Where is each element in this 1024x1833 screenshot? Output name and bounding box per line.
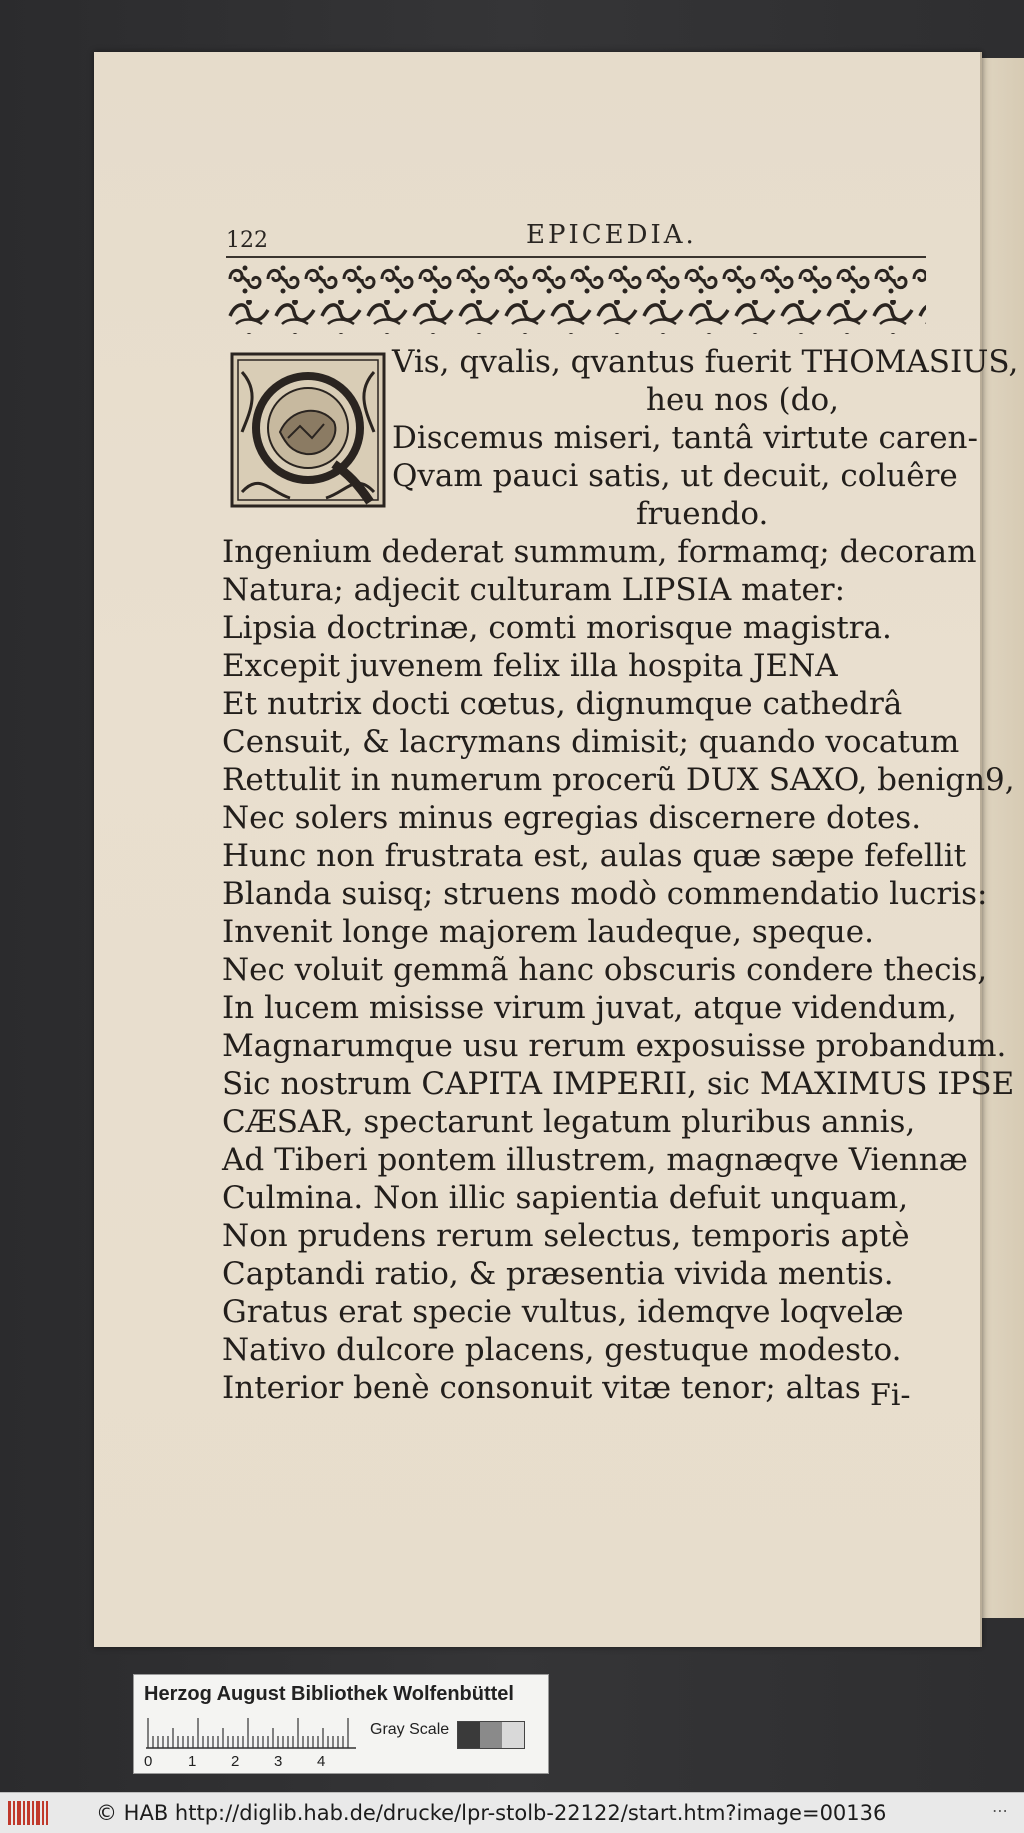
text-line: CÆSAR, spectarunt legatum pluribus annis, xyxy=(222,1104,916,1140)
ornamental-border-band xyxy=(226,262,926,336)
text-line: Non prudens rerum selectus, temporis aptè xyxy=(222,1218,910,1254)
page-number: 122 xyxy=(226,228,268,253)
text-line: Nec voluit gemmã hanc obscuris condere thecis, xyxy=(222,952,988,988)
text-line: Qvam pauci satis, ut decuit, coluêre xyxy=(392,458,958,494)
text-line: Culmina. Non illic sapientia defuit unquam, xyxy=(222,1180,909,1216)
barcode-icon xyxy=(8,1801,48,1825)
text-line: Ad Tiberi pontem illustrem, magnæqve Viennæ xyxy=(222,1142,968,1178)
text-line: Discemus miseri, tantâ virtute caren- xyxy=(392,420,978,456)
text-line: Blanda suisq; struens modò commendatio lucris: xyxy=(222,876,988,912)
text-line: Captandi ratio, & præsentia vivida mentis. xyxy=(222,1256,894,1292)
ruler-number: 0 xyxy=(144,1753,153,1770)
status-bar xyxy=(0,1792,1024,1833)
source-url-text[interactable]: © HAB http://diglib.hab.de/drucke/lpr-stolb-22122/start.htm?image=00136 xyxy=(96,1801,887,1825)
gray-swatch xyxy=(480,1722,502,1748)
text-line: Natura; adjecit culturam LIPSIA mater: xyxy=(222,572,846,608)
gray-swatch xyxy=(502,1722,524,1748)
text-line: Ingenium dederat summum, formamq; decoram xyxy=(222,534,977,570)
text-line: In lucem misisse virum juvat, atque videndum, xyxy=(222,990,957,1026)
text-line: Magnarumque usu rerum exposuisse probandum. xyxy=(222,1028,1007,1064)
page-header xyxy=(226,220,926,260)
ruler-number: 4 xyxy=(317,1753,326,1770)
ruler-scale xyxy=(146,1715,356,1749)
running-title: EPICEDIA. xyxy=(526,220,697,250)
ruler-number: 1 xyxy=(188,1753,197,1770)
text-line: heu nos (do, xyxy=(646,382,839,418)
more-options-icon[interactable]: ⋯ xyxy=(992,1801,1009,1820)
text-line: fruendo. xyxy=(636,496,769,532)
text-line: Excepit juvenem felix illa hospita JENA xyxy=(222,648,838,684)
text-line: Nativo dulcore placens, gestuque modesto. xyxy=(222,1332,902,1368)
gray-swatch xyxy=(458,1722,480,1748)
text-line: Censuit, & lacrymans dimisit; quando vocatum xyxy=(222,724,960,760)
text-line: Lipsia doctrinæ, comti morisque magistra. xyxy=(222,610,892,646)
ruler-number: 2 xyxy=(231,1753,240,1770)
catchword: Fi- xyxy=(870,1378,911,1413)
decorated-initial-q xyxy=(230,352,386,508)
gray-scale-swatches xyxy=(457,1721,525,1749)
gray-scale-label: Gray Scale xyxy=(370,1721,450,1738)
ruler-number: 3 xyxy=(274,1753,283,1770)
text-line: Gratus erat specie vultus, idemqve loqvelæ xyxy=(222,1294,904,1330)
text-line: Interior benè consonuit vitæ tenor; altas xyxy=(222,1370,861,1406)
text-line: Invenit longe majorem laudeque, speque. xyxy=(222,914,874,950)
text-line: Nec solers minus egregias discernere dotes. xyxy=(222,800,922,836)
text-line: Hunc non frustrata est, aulas quæ sæpe fefellit xyxy=(222,838,967,874)
text-line: Et nutrix docti cœtus, dignumque cathedrâ xyxy=(222,686,903,722)
library-name: Herzog August Bibliothek Wolfenbüttel xyxy=(144,1683,514,1705)
header-rule xyxy=(226,256,926,258)
text-line: Rettulit in numerum procerũ DUX SAXO, benign9, xyxy=(222,762,1015,798)
text-line: Sic nostrum CAPITA IMPERII, sic MAXIMUS IPSE xyxy=(222,1066,1015,1102)
library-color-card xyxy=(133,1674,549,1774)
text-line: Vis, qvalis, qvantus fuerit THOMASIUS, xyxy=(392,344,1019,380)
